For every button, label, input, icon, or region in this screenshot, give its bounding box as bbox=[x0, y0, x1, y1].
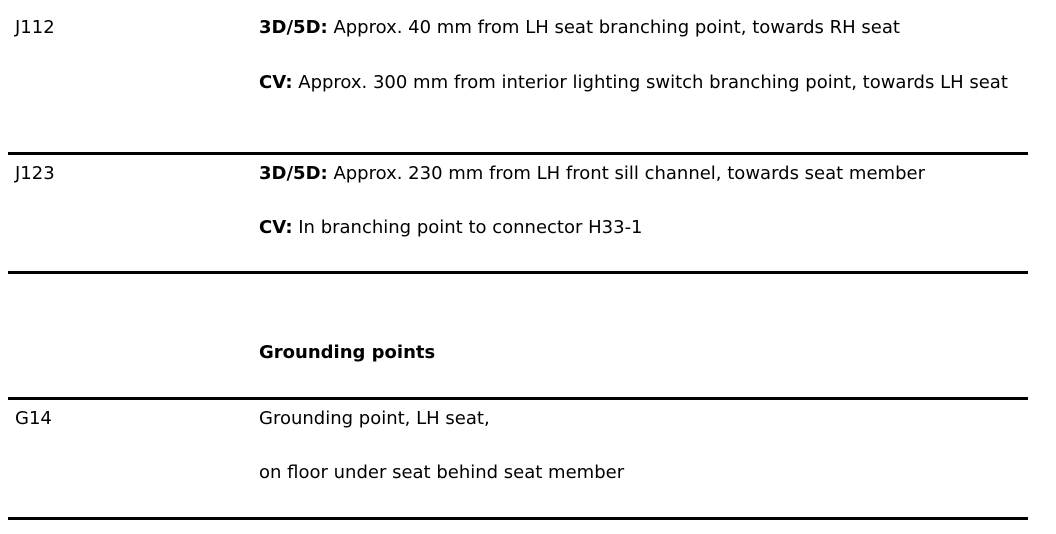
row-detail-line bbox=[259, 216, 1039, 239]
detail-text: In branching point to connector H33-1 bbox=[292, 217, 643, 238]
section-heading: Grounding points bbox=[259, 342, 436, 363]
row-code: G14 bbox=[15, 408, 52, 429]
detail-label: 3D/5D: bbox=[259, 17, 328, 38]
row-detail-line bbox=[259, 71, 1029, 94]
detail-text: Approx. 300 mm from interior lighting switch branching point, towards LH seat bbox=[292, 72, 1008, 93]
row-divider bbox=[8, 152, 1028, 155]
row-divider bbox=[8, 517, 1028, 520]
row-detail-line: on floor under seat behind seat member bbox=[259, 462, 625, 483]
detail-text: Approx. 230 mm from LH front sill channel, towards seat member bbox=[327, 163, 925, 184]
row-detail-line bbox=[259, 16, 1039, 39]
row-detail-line: Grounding point, LH seat, bbox=[259, 408, 490, 429]
detail-text: Approx. 40 mm from LH seat branching point, towards RH seat bbox=[327, 17, 900, 38]
row-detail-line bbox=[259, 162, 1039, 185]
row-divider bbox=[8, 397, 1028, 400]
row-divider bbox=[8, 271, 1028, 274]
row-code: J112 bbox=[15, 17, 55, 38]
row-code: J123 bbox=[15, 163, 55, 184]
detail-label: 3D/5D: bbox=[259, 163, 328, 184]
detail-label: CV: bbox=[259, 217, 293, 238]
detail-label: CV: bbox=[259, 72, 293, 93]
